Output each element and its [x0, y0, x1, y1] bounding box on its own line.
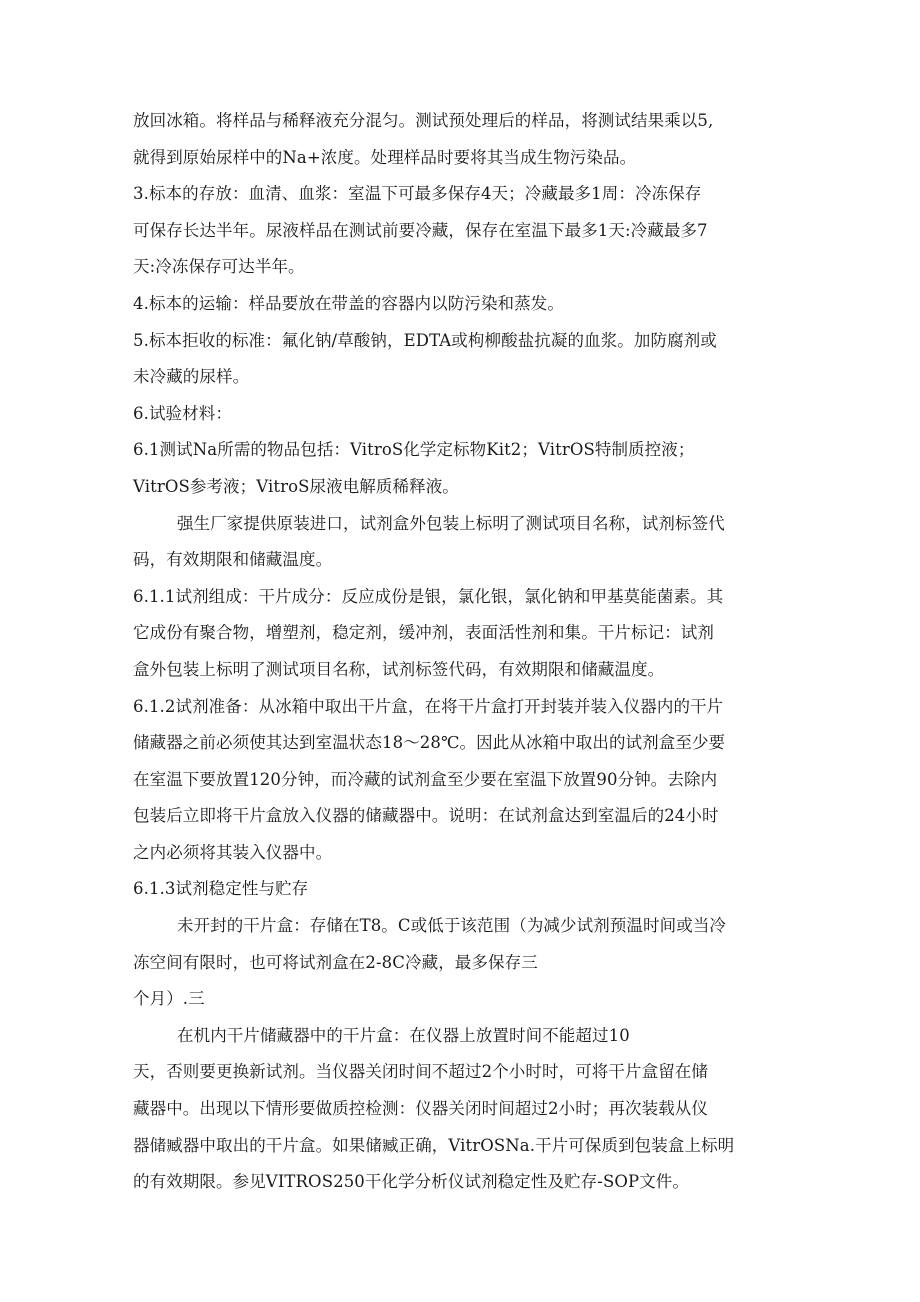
text-line-4: 可保存长达半年。尿液样品在测试前要冷藏，保存在室温下最多1天:冷藏最多7	[133, 220, 708, 240]
text-line-21: 之内必须将其装入仪器中。	[133, 842, 333, 862]
text-line-7: 5.标本拒收的标准：氟化钠/草酸钠，EDTA或枸柳酸盐抗凝的血浆。加防腐剂或	[133, 330, 717, 350]
text-line-5: 天:冷冻保存可达半年。	[133, 257, 305, 277]
text-line-15: 它成份有聚合物，增塑剂，稳定剂，缓冲剂，表面活性剂和集。干片标记：试剂	[133, 623, 714, 643]
text-line-14: 6.1.1试剂组成：干片成分：反应成份是银，氯化银，氯化钠和甲基莫能菌素。其	[133, 586, 724, 606]
text-line-11: VitrOS参考液；VitroS尿液电解质稀释液。	[133, 476, 459, 496]
text-line-10: 6.1测试Na所需的物品包括：VitroS化学定标物Kit2；VitrOS特制质控液；	[133, 440, 695, 460]
text-line-6: 4.标本的运输：样品要放在带盖的容器内以防污染和蒸发。	[133, 293, 564, 313]
text-line-13: 码，有效期限和储藏温度。	[133, 550, 333, 570]
text-line-28: 藏器中。出现以下情形要做质控检测：仪器关闭时间超过2小时；再次装载从仪	[133, 1099, 708, 1119]
text-line-17: 6.1.2试剂准备：从冰箱中取出干片盒，在将干片盒打开封装并装入仪器内的干片	[133, 696, 724, 716]
text-line-29: 器储臧器中取出的干片盒。如果储臧正确，VitrOSNa.干片可保质到包装盒上标明	[133, 1135, 735, 1155]
text-line-1: 放回冰箱。将样品与稀释液充分混匀。测试预处理后的样品，将测试结果乘以5,	[133, 111, 714, 130]
text-line-16: 盒外包装上标明了测试项目名称，试剂标签代码，有效期限和储藏温度。	[133, 659, 665, 679]
text-line-22: 6.1.3试剂稳定性与贮存	[133, 879, 309, 899]
text-line-3: 3.标本的存放：血清、血浆：室温下可最多保存4天；冷藏最多1周：冷冻保存	[133, 184, 702, 204]
text-line-9: 6.试验材料：	[133, 403, 232, 423]
text-line-2: 就得到原始尿样中的Na+浓度。处理样品时要将其当成生物污染品。	[133, 147, 637, 167]
document-body	[133, 103, 793, 1201]
text-line-12: 强生厂家提供原装进口，试剂盒外包装上标明了测试项目名称，试剂标签代	[177, 513, 725, 533]
text-line-26: 在机内干片储藏器中的干片盒：在仪器上放置时间不能超过10	[177, 1025, 630, 1045]
text-line-20: 包装后立即将干片盒放入仪器的储藏器中。说明：在试剂盒达到室温后的24小时	[133, 806, 719, 826]
text-line-8: 未冷藏的尿样。	[133, 367, 250, 387]
text-line-27: 天，否则要更换新试剂。当仪器关闭时间不超过2个小时时，可将干片盒留在储	[133, 1062, 708, 1082]
text-line-30: 的有效期限。参见VITROS250干化学分析仪试剂稳定性及贮存-SOP文件。	[133, 1172, 689, 1192]
text-line-19: 在室温下要放置120分钟，而冷藏的试剂盒至少要在室温下放置90分钟。去除内	[133, 769, 718, 789]
text-line-25: 个月）.三	[133, 989, 205, 1009]
text-line-24: 冻空间有限时，也可将试剂盒在2-8C冷藏，最多保存三	[133, 952, 538, 972]
text-line-23: 未开封的干片盒：存储在T8。C或低于该范围（为减少试剂预温时间或当冷	[177, 916, 727, 936]
text-line-18: 储藏器之前必须使其达到室温状态18～28℃。因此从冰箱中取出的试剂盒至少要	[133, 733, 726, 753]
